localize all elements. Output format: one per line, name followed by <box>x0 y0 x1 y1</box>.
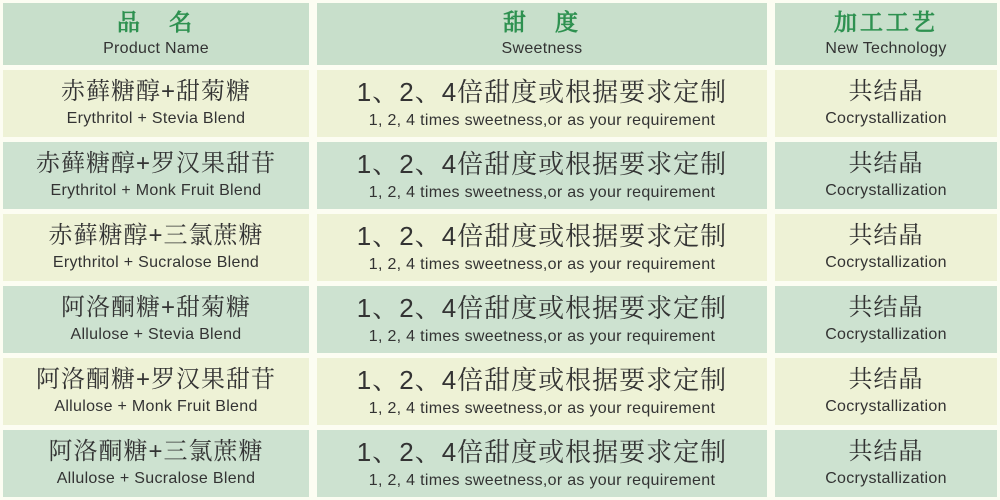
sweetness-en: 1, 2, 4 times sweetness,or as your requirement <box>368 471 716 489</box>
sweetness-zh: 1、2、4倍甜度或根据要求定制 <box>356 436 728 467</box>
sweetness-zh: 1、2、4倍甜度或根据要求定制 <box>356 364 728 395</box>
column-header-process-zh: 加工工艺 <box>834 9 938 36</box>
product-cell-6 <box>3 430 309 497</box>
column-header-sweetness-en: Sweetness <box>501 40 583 58</box>
process-en: Cocrystallization <box>825 398 947 416</box>
process-cell-2 <box>775 142 997 209</box>
product-name-zh: 阿洛酮糖+甜菊糖 <box>60 294 251 321</box>
sweetness-cell-3 <box>317 214 767 281</box>
sweetness-cell-4 <box>317 286 767 353</box>
process-zh: 共结晶 <box>848 366 924 393</box>
sweetness-en: 1, 2, 4 times sweetness,or as your requirement <box>368 183 716 201</box>
process-zh: 共结晶 <box>848 438 924 465</box>
sweetness-en: 1, 2, 4 times sweetness,or as your requirement <box>368 111 716 129</box>
product-cell-2 <box>3 142 309 209</box>
process-zh: 共结晶 <box>848 78 924 105</box>
sweetness-cell-5 <box>317 358 767 425</box>
process-cell-6 <box>775 430 997 497</box>
process-cell-4 <box>775 286 997 353</box>
product-name-zh: 阿洛酮糖+三氯蔗糖 <box>48 438 264 465</box>
sweetness-zh: 1、2、4倍甜度或根据要求定制 <box>356 148 728 179</box>
process-en: Cocrystallization <box>825 110 947 128</box>
sweetness-zh: 1、2、4倍甜度或根据要求定制 <box>356 292 728 323</box>
process-en: Cocrystallization <box>825 470 947 488</box>
sweetness-en: 1, 2, 4 times sweetness,or as your requirement <box>368 327 716 345</box>
process-zh: 共结晶 <box>848 150 924 177</box>
product-cell-4 <box>3 286 309 353</box>
product-cell-3 <box>3 214 309 281</box>
product-name-en: Erythritol + Stevia Blend <box>66 110 246 128</box>
process-en: Cocrystallization <box>825 326 947 344</box>
product-name-zh: 赤藓糖醇+甜菊糖 <box>60 78 251 105</box>
process-cell-1 <box>775 70 997 137</box>
process-cell-5 <box>775 358 997 425</box>
product-name-en: Allulose + Sucralose Blend <box>56 470 256 488</box>
sweetness-zh: 1、2、4倍甜度或根据要求定制 <box>356 76 728 107</box>
process-zh: 共结晶 <box>848 222 924 249</box>
process-en: Cocrystallization <box>825 182 947 200</box>
product-name-zh: 阿洛酮糖+罗汉果甜苷 <box>35 366 276 393</box>
sweetness-en: 1, 2, 4 times sweetness,or as your requirement <box>368 399 716 417</box>
product-name-en: Erythritol + Monk Fruit Blend <box>50 182 262 200</box>
process-en: Cocrystallization <box>825 254 947 272</box>
product-name-en: Allulose + Stevia Blend <box>70 326 242 344</box>
column-header-sweetness-zh: 甜 度 <box>503 9 581 36</box>
sweetness-en: 1, 2, 4 times sweetness,or as your requirement <box>368 255 716 273</box>
sweetness-cell-6 <box>317 430 767 497</box>
column-header-product-zh: 品 名 <box>117 9 195 36</box>
sweetness-cell-1 <box>317 70 767 137</box>
column-header-product-en: Product Name <box>103 40 209 58</box>
column-header-product <box>3 3 309 65</box>
process-cell-3 <box>775 214 997 281</box>
product-name-en: Allulose + Monk Fruit Blend <box>54 398 258 416</box>
process-zh: 共结晶 <box>848 294 924 321</box>
product-name-en: Erythritol + Sucralose Blend <box>52 254 260 272</box>
product-cell-1 <box>3 70 309 137</box>
product-name-zh: 赤藓糖醇+罗汉果甜苷 <box>35 150 276 177</box>
column-header-sweetness <box>317 3 767 65</box>
product-name-zh: 赤藓糖醇+三氯蔗糖 <box>48 222 264 249</box>
sweetness-zh: 1、2、4倍甜度或根据要求定制 <box>356 220 728 251</box>
product-cell-5 <box>3 358 309 425</box>
sweetness-cell-2 <box>317 142 767 209</box>
column-header-process-en: New Technology <box>825 40 947 58</box>
column-header-process <box>775 3 997 65</box>
